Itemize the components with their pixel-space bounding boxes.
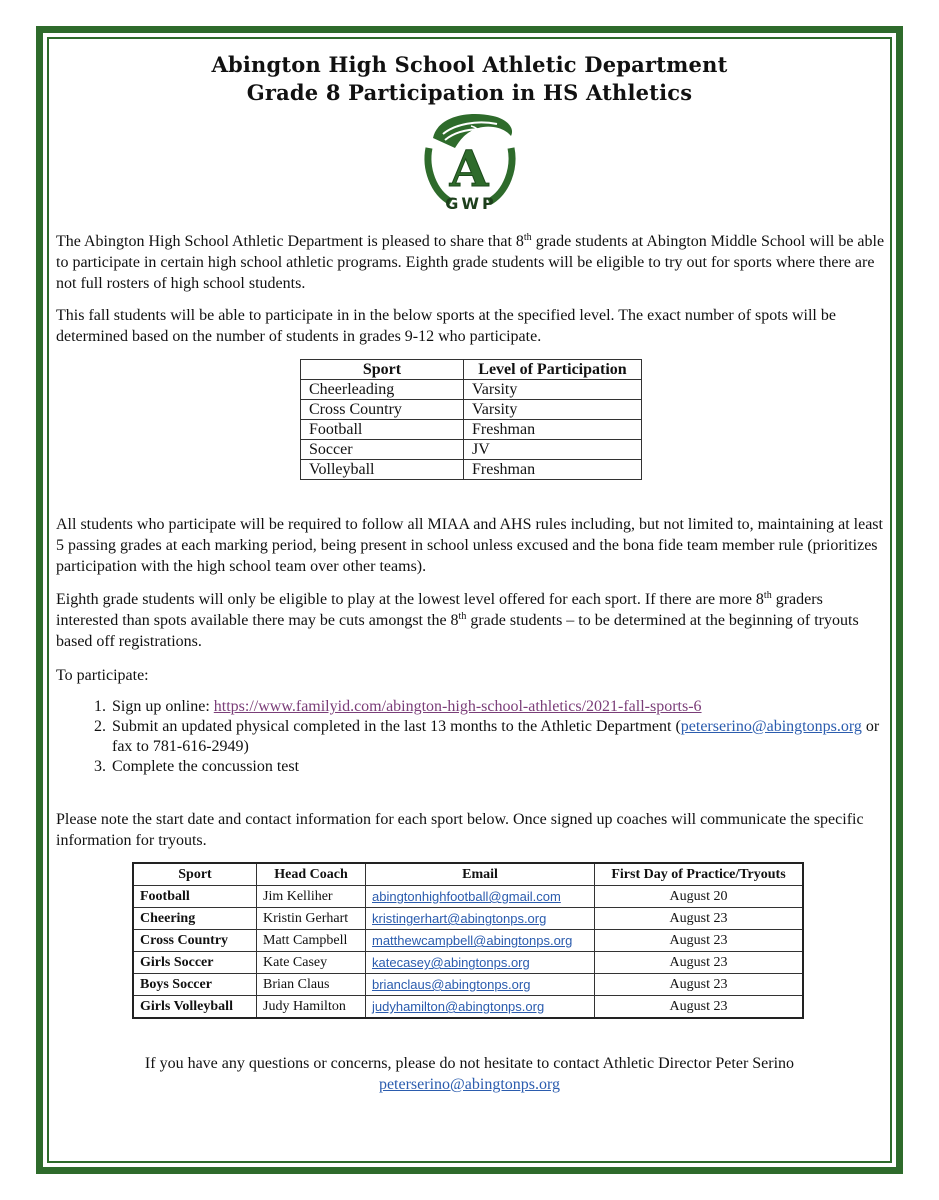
start-date-note: Please note the start date and contact information for each sport below. Once signed up coaches will communicate the specific information for tryouts. — [56, 811, 864, 849]
list-item: 2. Submit an updated physical completed in the last 13 months to the Athletic Department (peterserino@abingtonps.org or fax to 781-616-2949) — [110, 717, 890, 757]
coach-email-link[interactable]: matthewcampbell@abingtonps.org — [372, 933, 573, 948]
column-header-coach: Head Coach — [257, 863, 366, 886]
gwp-logo — [415, 108, 525, 214]
coach-email-link[interactable]: abingtonhighfootball@gmail.com — [372, 889, 561, 904]
athletic-email-link[interactable]: peterserino@abingtonps.org — [680, 718, 862, 735]
coach-email-link[interactable]: judyhamilton@abingtonps.org — [372, 999, 545, 1014]
page-title: Abington High School Athletic Department — [211, 52, 728, 77]
table-row: Soccer JV — [301, 440, 642, 460]
table-row: Boys Soccer Brian Claus brianclaus@abingtonps.org August 23 — [133, 974, 803, 996]
table-header-row — [133, 863, 803, 886]
logo-letters: GWP — [445, 194, 497, 213]
eligibility-paragraph: Eighth grade students will only be eligible to play at the lowest level offered for each sport. If there are more 8th graders interested than spots available there may be cuts amongst the 8th grade students – to be determined at the beginning of tryouts based off registrations. — [56, 590, 859, 650]
page-subtitle: Grade 8 Participation in HS Athletics — [246, 80, 693, 105]
rules-paragraph: All students who participate will be required to follow all MIAA and AHS rules including, but not limited to, maintaining at least 5 passing grades at each marking period, being present in school unless excused and the bona fide team member rule (prioritizes participation with the high school team over other teams). — [56, 516, 883, 575]
fall-paragraph: This fall students will be able to participate in in the below sports at the specified level. The exact number of spots will be determined based on the number of students in grades 9-12 who participate. — [56, 307, 836, 345]
table-row: Cheerleading Varsity — [301, 380, 642, 400]
table-header-row — [301, 360, 642, 380]
participation-steps — [80, 697, 890, 777]
column-header-sport: Sport — [301, 360, 464, 380]
list-item: 3. Complete the concussion test — [110, 757, 890, 777]
column-header-level: Level of Participation — [464, 360, 642, 380]
table-row: Cross Country Varsity — [301, 400, 642, 420]
signup-link[interactable]: https://www.familyid.com/abington-high-school-athletics/2021-fall-sports-6 — [213, 698, 702, 715]
sports-level-table — [300, 359, 642, 480]
table-row: Girls Soccer Kate Casey katecasey@abingtonps.org August 23 — [133, 952, 803, 974]
contact-email-line — [0, 1074, 939, 1095]
table-row: Football Jim Kelliher abingtonhighfootball@gmail.com August 20 — [133, 886, 803, 908]
table-row: Cross Country Matt Campbell matthewcampbell@abingtonps.org August 23 — [133, 930, 803, 952]
column-header-first-day: First Day of Practice/Tryouts — [595, 863, 804, 886]
contact-note: If you have any questions or concerns, please do not hesitate to contact Athletic Director Peter Serino — [144, 1055, 795, 1072]
coach-email-link[interactable]: kristingerhart@abingtonps.org — [372, 911, 547, 926]
list-item: 1. Sign up online: https://www.familyid.com/abington-high-school-athletics/2021-fall-sports-6 — [110, 697, 890, 717]
table-row: Cheering Kristin Gerhart kristingerhart@abingtonps.org August 23 — [133, 908, 803, 930]
coaches-table — [132, 862, 804, 1019]
coach-email-link[interactable]: brianclaus@abingtonps.org — [372, 977, 531, 992]
table-row: Football Freshman — [301, 420, 642, 440]
column-header-email: Email — [366, 863, 595, 886]
table-row: Girls Volleyball Judy Hamilton judyhamilton@abingtonps.org August 23 — [133, 996, 803, 1019]
logo-letter-a: A — [449, 139, 489, 198]
director-email-link[interactable]: peterserino@abingtonps.org — [378, 1076, 561, 1093]
coach-email-link[interactable]: katecasey@abingtonps.org — [372, 955, 530, 970]
column-header-sport: Sport — [133, 863, 257, 886]
participate-heading: To participate: — [56, 667, 149, 684]
table-row: Volleyball Freshman — [301, 460, 642, 480]
intro-paragraph: The Abington High School Athletic Department is pleased to share that 8th grade students at Abington Middle School will be able to participate in certain high school athletic programs. Eighth grade students will be eligible to try out for sports where there are not full rosters of high school students. — [56, 232, 885, 292]
